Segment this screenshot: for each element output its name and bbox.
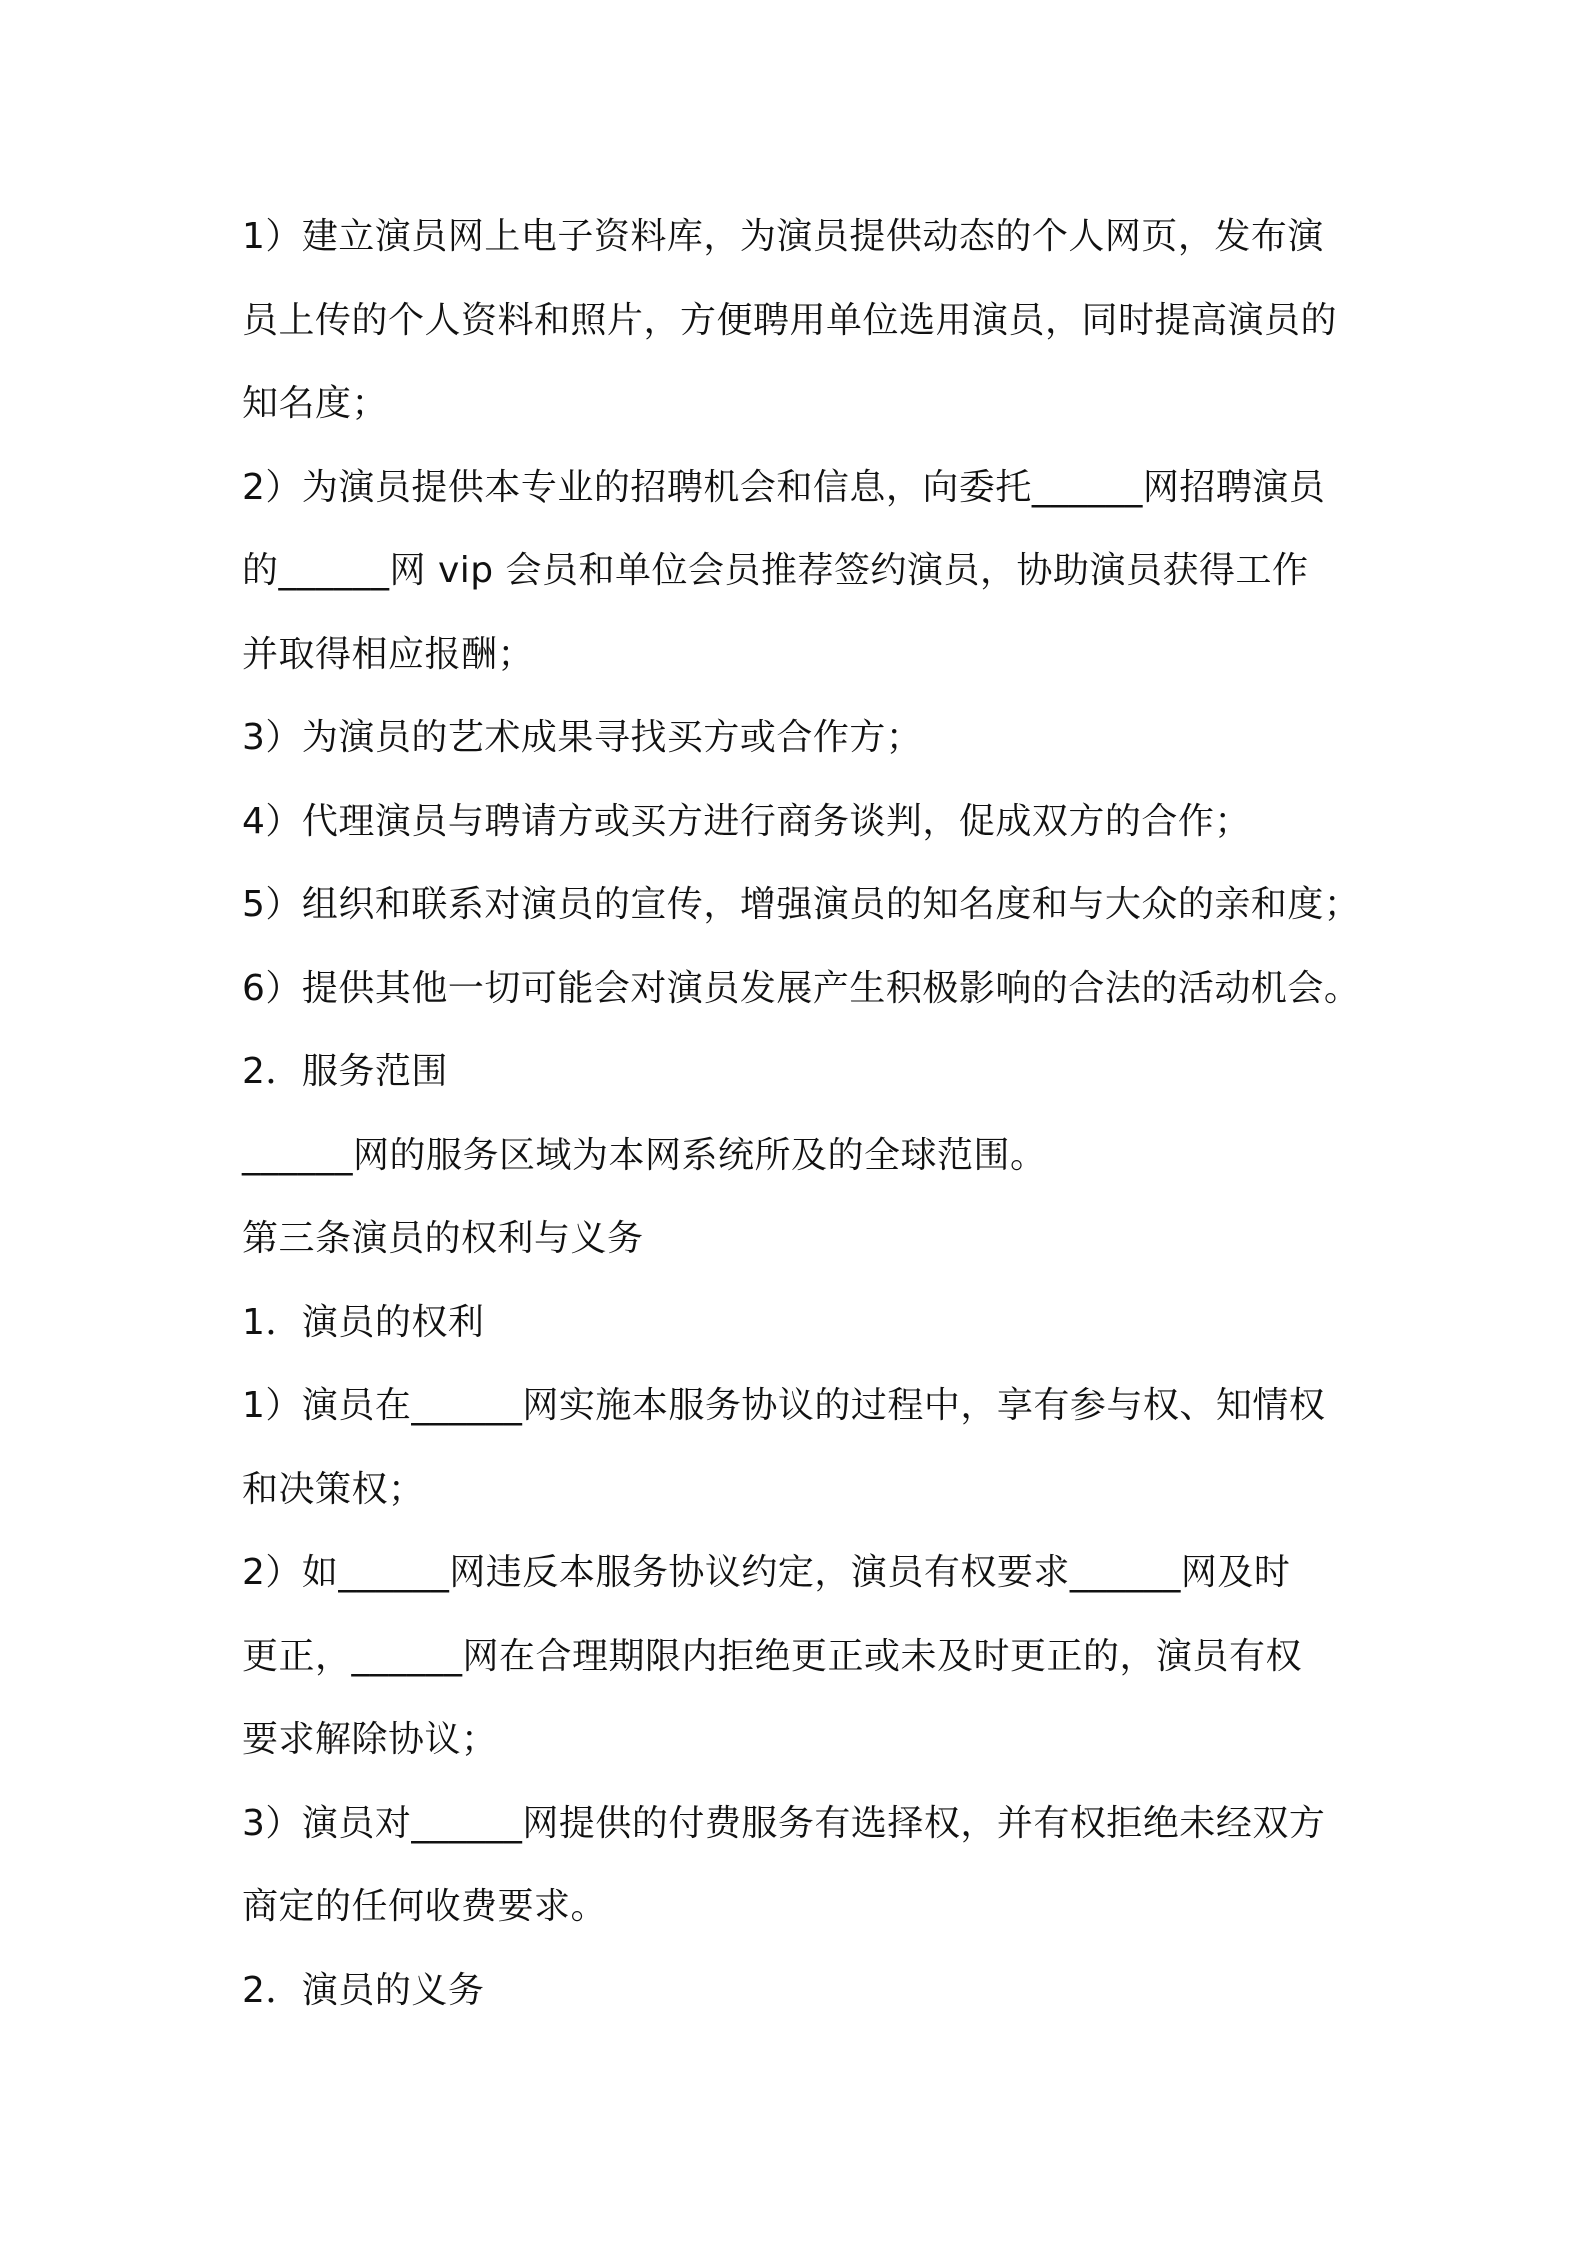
section-heading: 2．服务范围 (242, 1051, 448, 1092)
text-line: 5）组织和联系对演员的宣传，增强演员的知名度和与大众的亲和度； (242, 884, 1361, 925)
text-line: 6）提供其他一切可能会对演员发展产生积极影响的合法的活动机会。 (242, 967, 1361, 1009)
text-line: 4）代理演员与聘请方或买方进行商务谈判，促成双方的合作； (242, 800, 1251, 842)
document-body (242, 195, 1372, 2032)
text-line: 更正，______网在合理期限内拒绝更正或未及时更正的，演员有权 (242, 1635, 1303, 1677)
text-line: 并取得相应报酬； (242, 633, 535, 675)
text-line: 3）演员对______网提供的付费服务有选择权，并有权拒绝未经双方 (242, 1802, 1326, 1844)
text-line: 员上传的个人资料和照片，方便聘用单位选用演员，同时提高演员的 (242, 299, 1338, 341)
text-line: 和决策权； (242, 1468, 425, 1510)
text-line: 商定的任何收费要求。 (242, 1886, 608, 1927)
text-line: 知名度； (242, 383, 389, 424)
text-line: 1）演员在______网实施本服务协议的过程中，享有参与权、知情权 (242, 1385, 1326, 1426)
text-line: 3）为演员的艺术成果寻找买方或合作方； (242, 717, 923, 758)
text-line: 1）建立演员网上电子资料库，为演员提供动态的个人网页，发布演 (242, 216, 1324, 257)
section-heading: 2．演员的义务 (242, 1969, 485, 2011)
text-line: 2）为演员提供本专业的招聘机会和信息，向委托______网招聘演员 (242, 466, 1326, 508)
article-heading: 第三条演员的权利与义务 (242, 1218, 644, 1259)
text-line: ______网的服务区域为本网系统所及的全球范围。 (242, 1134, 1047, 1176)
text-line: 2）如______网违反本服务协议约定，演员有权要求______网及时 (242, 1552, 1291, 1593)
text-line: 的______网 vip 会员和单位会员推荐签约演员，协助演员获得工作 (242, 550, 1309, 591)
section-heading: 1．演员的权利 (242, 1301, 485, 1343)
text-line: 要求解除协议； (242, 1719, 498, 1760)
